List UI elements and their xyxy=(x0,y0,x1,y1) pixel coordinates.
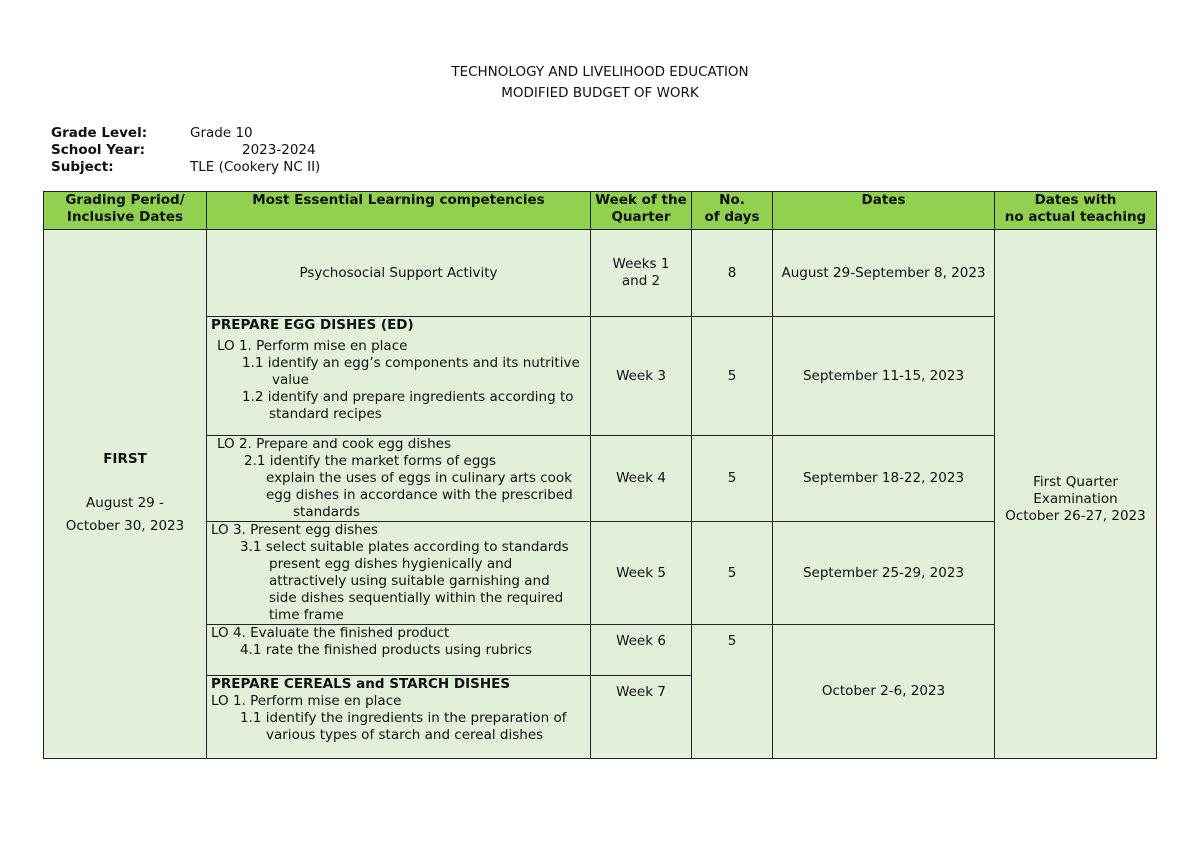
week-cell xyxy=(591,676,692,759)
melc-line: 2.1 identify the market forms of eggs xyxy=(244,453,497,469)
melc-cell xyxy=(207,436,591,522)
header-text: no actual teaching xyxy=(1004,209,1147,225)
week-cell xyxy=(591,436,692,522)
melc-cell xyxy=(207,625,591,676)
header-text: Grading Period/ xyxy=(65,192,185,208)
week-line: Week 6 xyxy=(616,633,666,649)
melc-line: time frame xyxy=(269,607,344,623)
days-cell: 5 xyxy=(692,436,773,522)
header-dates xyxy=(773,192,995,230)
week-cell xyxy=(591,522,692,625)
dates-cell: September 25-29, 2023 xyxy=(773,522,995,625)
table-row xyxy=(44,317,1157,436)
melc-unit-title: PREPARE EGG DISHES (ED) xyxy=(211,317,414,333)
header-grading-period xyxy=(44,192,207,230)
melc-line: 4.1 rate the finished products using rubrics xyxy=(240,642,532,658)
grade-level-label: Grade Level: xyxy=(51,125,148,141)
melc-line: 3.1 select suitable plates according to standards xyxy=(240,539,569,555)
melc-cell xyxy=(207,317,591,436)
grading-period-cell xyxy=(44,230,207,759)
week-line: Week 5 xyxy=(616,564,666,581)
header-days xyxy=(692,192,773,230)
header-text: Inclusive Dates xyxy=(66,209,184,225)
week-cell xyxy=(591,317,692,436)
melc-cell xyxy=(207,230,591,317)
melc-line: standard recipes xyxy=(269,406,382,422)
melc-line: LO 1. Perform mise en place xyxy=(217,338,408,354)
school-year-label: School Year: xyxy=(51,142,146,158)
header-text: of days xyxy=(704,209,760,225)
no-teaching-line: First Quarter xyxy=(1033,473,1118,490)
week-line: Week 3 xyxy=(616,367,666,384)
table-row xyxy=(44,436,1157,522)
week-line: and 2 xyxy=(621,273,661,289)
melc-line: attractively using suitable garnishing and xyxy=(269,573,550,589)
days-cell: 5 xyxy=(692,522,773,625)
melc-line: side dishes sequentially within the required xyxy=(269,590,564,606)
dates-cell: August 29-September 8, 2023 xyxy=(773,230,995,317)
melc-line: LO 2. Prepare and cook egg dishes xyxy=(217,436,452,452)
document-title: TECHNOLOGY AND LIVELIHOOD EDUCATION xyxy=(451,64,749,80)
melc-line: standards xyxy=(293,504,360,520)
melc-line: various types of starch and cereal dishes xyxy=(266,727,544,743)
header-no-teaching xyxy=(995,192,1157,230)
melc-line: 1.1 identify the ingredients in the preparation of xyxy=(240,710,567,726)
week-cell xyxy=(591,625,692,676)
header-text: Week of the xyxy=(595,192,687,208)
melc-cell xyxy=(207,522,591,625)
days-cell: 5 xyxy=(692,317,773,436)
header-text: Quarter xyxy=(611,209,671,225)
header-week xyxy=(591,192,692,230)
period-range-start: August 29 - xyxy=(86,494,164,511)
melc-line: Psychosocial Support Activity xyxy=(299,264,498,281)
week-line: Week 7 xyxy=(616,684,666,700)
melc-line: 1.1 identify an egg’s components and its nutritive xyxy=(242,355,580,371)
melc-line: 1.2 identify and prepare ingredients according to xyxy=(242,389,574,405)
dates-cell: October 2-6, 2023 xyxy=(773,625,995,759)
grade-level-value: Grade 10 xyxy=(190,125,253,141)
document-subtitle: MODIFIED BUDGET OF WORK xyxy=(501,85,699,101)
no-teaching-cell xyxy=(995,230,1157,759)
melc-line: LO 1. Perform mise en place xyxy=(211,693,402,709)
header-text: Dates xyxy=(861,192,906,208)
header-text: No. xyxy=(719,192,745,208)
school-year-value: 2023-2024 xyxy=(242,142,316,158)
days-cell: 8 xyxy=(692,230,773,317)
melc-cell xyxy=(207,676,591,759)
period-range-end: October 30, 2023 xyxy=(65,517,185,534)
melc-line: value xyxy=(272,372,309,388)
melc-line: LO 4. Evaluate the finished product xyxy=(211,625,450,641)
week-line: Weeks 1 xyxy=(612,256,670,272)
header-melc xyxy=(207,192,591,230)
subject-label: Subject: xyxy=(51,159,114,175)
melc-unit-title: PREPARE CEREALS and STARCH DISHES xyxy=(211,676,511,692)
days-cell: 5 xyxy=(692,625,773,759)
no-teaching-line: October 26-27, 2023 xyxy=(1005,507,1146,524)
subject-value: TLE (Cookery NC II) xyxy=(190,159,321,175)
melc-line: explain the uses of eggs in culinary arts cook xyxy=(266,470,572,486)
melc-line: egg dishes in accordance with the prescribed xyxy=(266,487,573,503)
no-teaching-line: Examination xyxy=(1033,490,1118,507)
budget-of-work-table xyxy=(43,191,1157,759)
week-cell xyxy=(591,230,692,317)
table-row xyxy=(44,625,1157,676)
dates-cell: September 18-22, 2023 xyxy=(773,436,995,522)
table-row xyxy=(44,522,1157,625)
header-text: Most Essential Learning competencies xyxy=(252,192,545,208)
melc-line: LO 3. Present egg dishes xyxy=(211,522,379,538)
table-row xyxy=(44,230,1157,317)
melc-line: present egg dishes hygienically and xyxy=(269,556,513,572)
week-line: Week 4 xyxy=(616,470,666,486)
grading-period-name: FIRST xyxy=(103,450,147,467)
table-header-row xyxy=(44,192,1157,230)
dates-cell: September 11-15, 2023 xyxy=(773,317,995,436)
header-text: Dates with xyxy=(1034,192,1117,208)
